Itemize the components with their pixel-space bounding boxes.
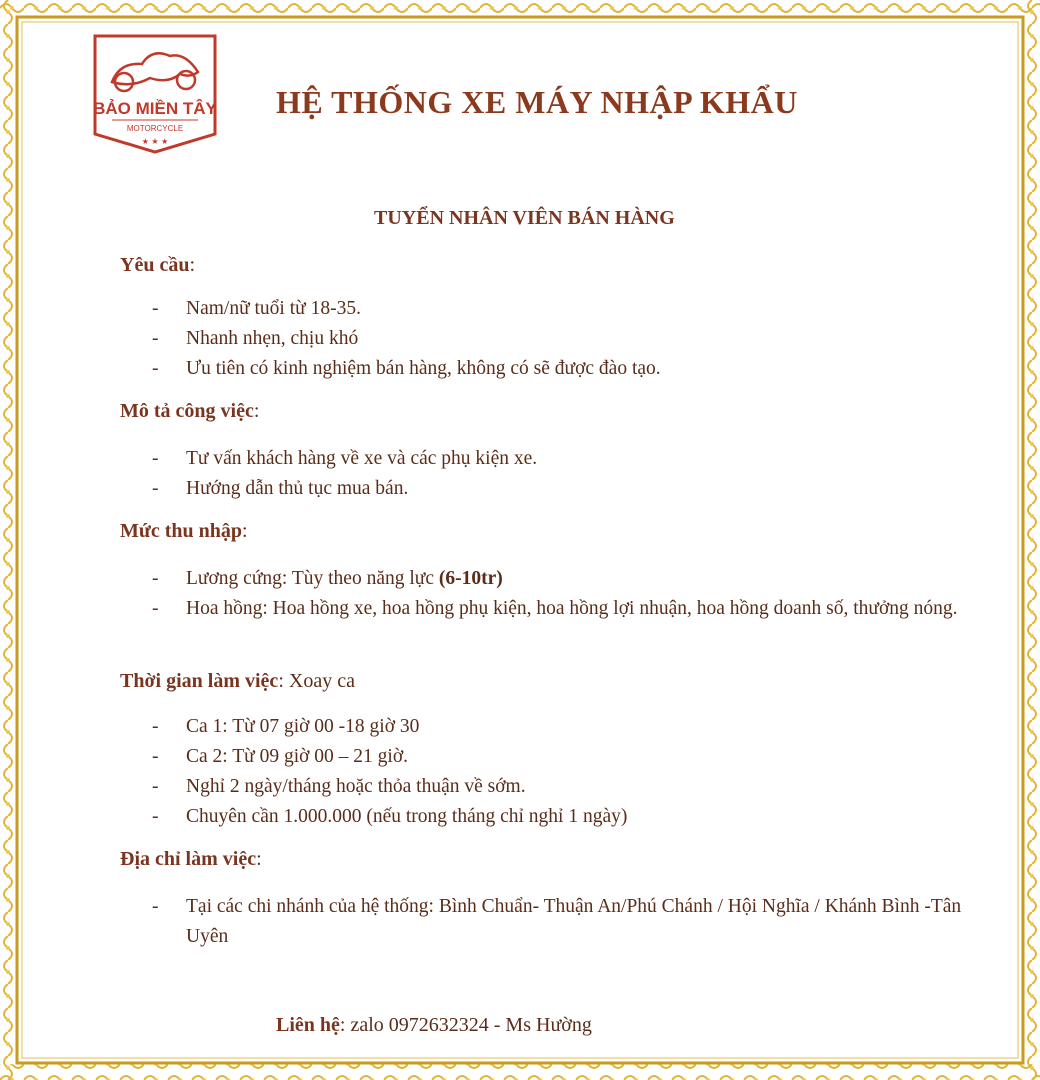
list-item [152, 444, 976, 474]
job-description-list [152, 444, 976, 504]
section-heading-address [120, 848, 262, 871]
section-heading-suffix: : [242, 520, 248, 542]
list-item-text: Chuyên cần 1.000.000 (nếu trong tháng chỉ nghỉ 1 ngày) [186, 806, 628, 827]
section-heading-requirements [120, 254, 195, 277]
list-item-text: Hoa hồng: Hoa hồng xe, hoa hồng phụ kiện, hoa hồng lợi nhuận, hoa hồng doanh số, thưởng nóng. [186, 598, 958, 619]
list-item [152, 802, 976, 832]
list-item-text: Hướng dẫn thủ tục mua bán. [186, 478, 409, 499]
address-list [152, 892, 976, 952]
bullet-dash: - [152, 328, 159, 349]
list-item-text: Ca 1: Từ 07 giờ 00 -18 giờ 30 [186, 716, 420, 737]
bullet-dash: - [152, 896, 159, 917]
list-item-text: Ca 2: Từ 09 giờ 00 – 21 giờ. [186, 746, 409, 767]
list-item-text: Tại các chi nhánh của hệ thống: Bình Chuẩn- Thuận An/Phú Chánh / Hội Nghĩa / Khánh Bình -Tân Uyên [186, 896, 962, 947]
list-item [152, 772, 976, 802]
bullet-dash: - [152, 746, 159, 767]
section-heading-suffix: : Xoay ca [278, 670, 355, 692]
svg-text:★ ★ ★: ★ ★ ★ [141, 137, 169, 146]
list-item [152, 354, 976, 384]
section-heading-suffix: : [256, 848, 262, 870]
list-item-text: Nam/nữ tuổi từ 18-35. [186, 298, 361, 319]
list-item-text: Lương cứng: Tùy theo năng lực [186, 568, 439, 589]
logo-brand-name: BẢO MIỀN TÂY [93, 99, 217, 118]
list-item [152, 474, 976, 504]
bullet-dash: - [152, 806, 159, 827]
section-heading-working-time [120, 670, 355, 693]
bullet-dash: - [152, 298, 159, 319]
section-heading-label: Thời gian làm việc [120, 670, 279, 692]
section-heading-label: Mô tả công việc [120, 400, 254, 422]
logo-tagline: MOTORCYCLE [126, 124, 184, 133]
section-heading-job-description [120, 400, 259, 423]
section-heading-label: Địa chỉ làm việc [120, 848, 257, 870]
bullet-dash: - [152, 448, 159, 469]
requirements-list [152, 294, 976, 384]
document-page [28, 24, 1012, 1056]
list-item [152, 564, 976, 594]
page-title: HỆ THỐNG XE MÁY NHẬP KHẨU [276, 84, 798, 120]
list-item [152, 742, 976, 772]
bullet-dash: - [152, 776, 159, 797]
section-heading-label: Yêu cầu [120, 254, 190, 276]
working-time-list [152, 712, 976, 832]
list-item [152, 294, 976, 324]
list-item [152, 594, 976, 624]
list-item [152, 712, 976, 742]
section-heading-income [120, 520, 248, 543]
contact-label: Liên hệ [276, 1014, 340, 1036]
list-item [152, 892, 976, 952]
salary-range: (6-10tr) [438, 568, 503, 589]
brand-logo [90, 34, 220, 154]
bullet-dash: - [152, 358, 159, 379]
contact-value: : zalo 0972632324 - Ms Hường [339, 1014, 592, 1036]
list-item [152, 324, 976, 354]
bullet-dash: - [152, 598, 159, 619]
list-item-text: Nhanh nhẹn, chịu khó [186, 328, 359, 349]
section-heading-suffix: : [253, 400, 260, 422]
list-item-text: Ưu tiên có kinh nghiệm bán hàng, không có sẽ được đào tạo. [186, 358, 661, 379]
section-heading-suffix: : [189, 254, 196, 276]
bullet-dash: - [152, 716, 159, 737]
contact-info [276, 1014, 592, 1037]
bullet-dash: - [152, 568, 159, 589]
section-heading-label: Mức thu nhập [120, 520, 243, 542]
list-item-text: Nghỉ 2 ngày/tháng hoặc thỏa thuận về sớm. [186, 776, 526, 797]
list-item-text: Tư vấn khách hàng về xe và các phụ kiện xe. [186, 448, 538, 469]
income-list [152, 564, 976, 624]
bullet-dash: - [152, 478, 159, 499]
job-title: TUYỂN NHÂN VIÊN BÁN HÀNG [374, 207, 675, 229]
